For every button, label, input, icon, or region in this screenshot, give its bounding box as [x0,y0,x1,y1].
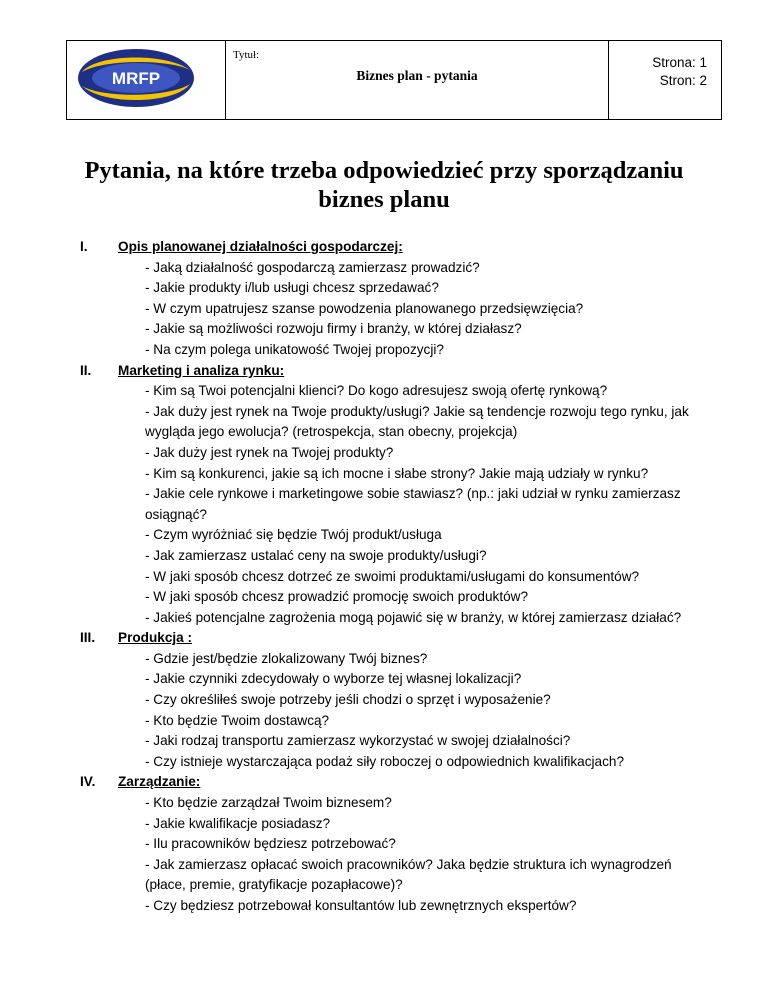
question-item: - Kim są konkurenci, jakie są ich mocne i słabe strony? Jakie mają udziały w rynku? [145,465,649,481]
question-item: - Jak duży jest rynek na Twoje produkty/usługi? Jakie są tendencje rozwoju tego rynku, jak wygląda jego ewolucja? (retrospekcja, stan obecny, projekcja) [145,403,689,440]
question-item: - Jakie czynniki zdecydowały o wyborze tej własnej lokalizacji? [145,671,522,687]
question-item: - Czy istnieje wystarczająca podaż siły roboczej o odpowiednich kwalifikacjach? [145,753,625,769]
question-item: - Na czym polega unikatowość Twojej propozycji? [145,341,444,357]
question-item: - Czym wyróżniać się będzie Twój produkt/usługa [145,527,442,543]
section-number: II. [80,362,92,378]
section-title: Opis planowanej działalności gospodarczej: [118,239,403,254]
title-label: Tytuł: [233,49,260,61]
page-count: Stron: 2 [659,73,707,88]
question-item: - W czym upatrujesz szanse powodzenia planowanego przedsięwzięcia? [145,300,584,316]
question-item: - Jakie cele rynkowe i marketingowe sobie stawiasz? (np.: jaki udział w rynku zamierzasz osiągnąć? [145,486,681,522]
question-item: - Jakie kwalifikacje posiadasz? [145,815,331,831]
question-item: - Jaki rodzaj transportu zamierzasz wykorzystać w swojej działalności? [145,733,571,749]
logo-text: MRFP [111,69,161,88]
question-item: - Kto będzie zarządzał Twoim biznesem? [145,795,392,811]
section-heading [0,361,768,382]
question-item: - Jak zamierzasz ustalać ceny na swoje produkty/usługi? [145,547,487,563]
question-item: - Jak duży jest rynek na Twojej produkty? [145,444,394,460]
section-title: Produkcja : [118,630,193,646]
question-item: - Gdzie jest/będzie zlokalizowany Twój biznes? [145,650,428,666]
question-item: - Jakie są możliwości rozwoju firmy i branży, w której działasz? [145,321,522,337]
question-item: - Jakieś potencjalne zagrożenia mogą pojawić się w branży, w której zamierzasz działać? [145,609,682,625]
main-heading-line-1: Pytania, na które trzeba odpowiedzieć przy sporządzaniu [84,157,684,184]
page-info [609,41,722,120]
question-item: - Jak zamierzasz opłacać swoich pracowników? Jaka będzie struktura ich wynagrodzeń (płace, premie, gratyfikacje pozapłacowe)? [145,856,672,893]
question-sections [0,237,768,917]
section-title: Zarządzanie: [118,774,201,790]
section-number: I. [80,239,88,254]
question-item: - W jaki sposób chcesz prowadzić promocję swoich produktów? [145,589,529,605]
main-heading-line-2: biznes planu [318,186,450,213]
section-number: III. [80,630,96,646]
question-item: - Czy określiłeś swoje potrzeby jeśli chodzi o sprzęt i wyposażenie? [145,692,551,708]
question-item: - Jaką działalność gospodarczą zamierzasz prowadzić? [145,259,480,275]
question-item: - W jaki sposób chcesz dotrzeć ze swoimi produktami/usługami do konsumentów? [145,568,640,584]
question-item: - Czy będziesz potrzebował konsultantów lub zewnętrznych ekspertów? [145,898,577,913]
section-heading [0,628,768,649]
main-heading [0,156,768,214]
section-number: IV. [80,774,96,790]
question-item: - Jakie produkty i/lub usługi chcesz sprzedawać? [145,280,439,296]
section-heading [0,237,768,258]
mrfp-logo [76,48,196,108]
title-cell [226,41,609,120]
section-title: Marketing i analiza rynku: [118,362,285,378]
question-item: - Ilu pracowników będziesz potrzebować? [145,836,396,852]
page-number: Strona: 1 [652,55,707,70]
question-item: - Kto będzie Twoim dostawcą? [145,712,330,728]
document-title: Biznes plan - pytania [356,68,478,83]
section-heading [0,772,768,793]
question-item: - Kim są Twoi potencjalni klienci? Do kogo adresujesz swoją ofertę rynkową? [145,383,608,399]
